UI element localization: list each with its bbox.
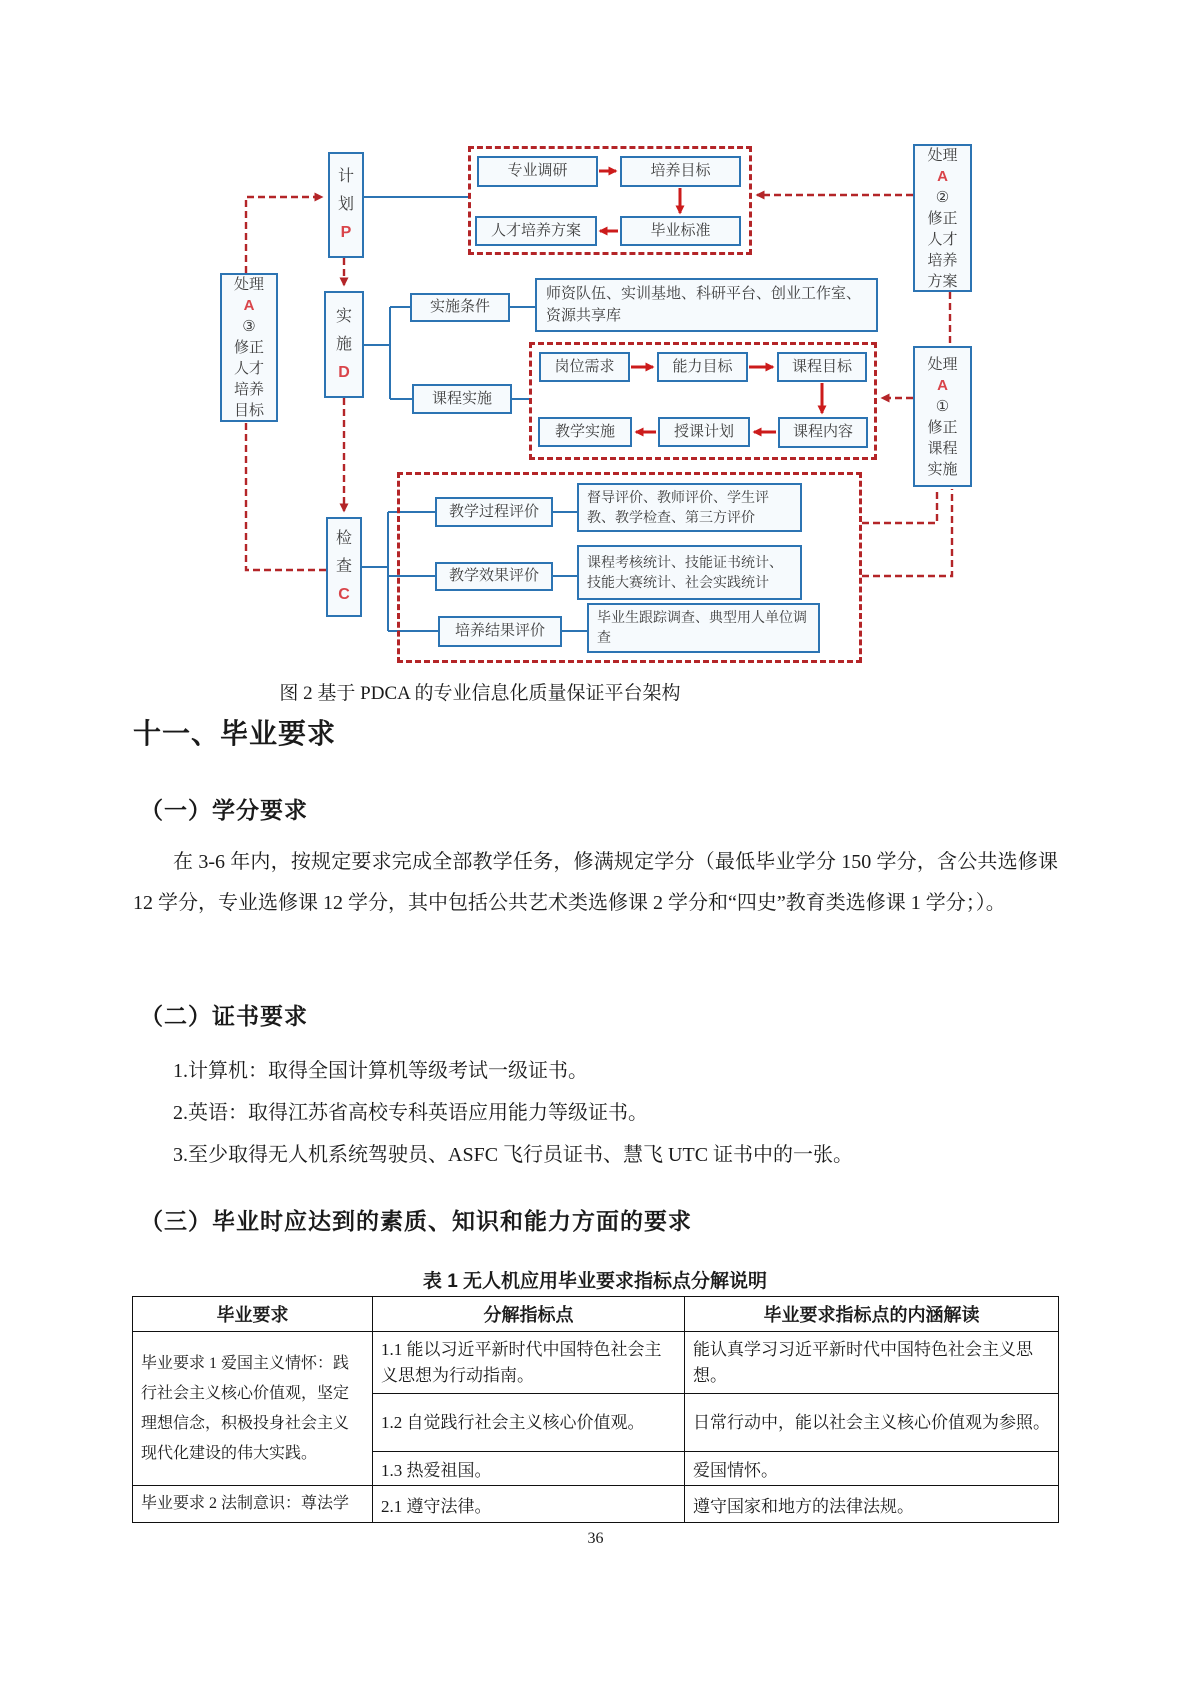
node-do [324, 291, 364, 398]
node-eval-effect: 教学效果评价 [435, 562, 553, 591]
certificate-item-3: 3.至少取得无人机系统驾驶员、ASFC 飞行员证书、慧飞 UTC 证书中的一张。 [173, 1144, 854, 1166]
col-header-requirement: 毕业要求 [133, 1297, 373, 1332]
credit-paragraph: 在 3-6 年内，按规定要求完成全部教学任务，修满规定学分（最低毕业学分 150 学分，含公共选修课 12 学分，专业选修课 12 学分，其中包括公共艺术类选修课 2 学分和“四史”教育类选修课 1 学分；）。 [133, 851, 1058, 914]
subsection-certificate: （二）证书要求 [140, 1003, 308, 1029]
subsection-credit: （一）学分要求 [140, 797, 308, 823]
cell-indicator-1-1: 1.1 能以习近平新时代中国特色社会主义思想为行动指南。 [373, 1332, 685, 1394]
node-impl-condition: 实施条件 [410, 293, 510, 322]
handle1-label: 处理 [927, 355, 958, 373]
table-row [133, 1486, 1059, 1523]
node-plan-letter: P [340, 224, 352, 241]
node-course-goal: 课程目标 [777, 352, 867, 382]
handle2-label: 处理 [927, 146, 958, 164]
section-title-graduation: 十一、毕业要求 [133, 718, 337, 749]
certificate-item-1: 1.计算机：取得全国计算机等级考试一级证书。 [173, 1060, 588, 1082]
cell-interpretation-1-1: 能认真学习习近平新时代中国特色社会主义思想。 [685, 1332, 1059, 1394]
figure-caption: 图 2 基于 PDCA 的专业信息化质量保证平台架构 [279, 683, 681, 704]
node-plan-label: 计划 [338, 168, 355, 213]
node-eval-process: 教学过程评价 [435, 497, 553, 527]
col-header-interpretation: 毕业要求指标点的内涵解读 [685, 1297, 1059, 1332]
node-teach-impl: 教学实施 [538, 417, 632, 447]
node-handle2 [913, 144, 972, 292]
node-scheme: 人才培养方案 [475, 216, 597, 246]
col-header-indicator: 分解指标点 [373, 1297, 685, 1332]
cell-indicator-2-1: 2.1 遵守法律。 [373, 1486, 685, 1523]
cell-interpretation-2-1: 遵守国家和地方的法律法规。 [685, 1486, 1059, 1523]
node-eval-result: 培养结果评价 [438, 616, 562, 647]
handle3-num: ③ [242, 318, 256, 335]
handle2-action: 修正人才培养方案 [927, 209, 958, 290]
node-ability-goal: 能力目标 [657, 352, 748, 382]
node-teach-plan: 授课计划 [658, 417, 750, 447]
cell-requirement-2: 毕业要求 2 法制意识：尊法学 [133, 1486, 373, 1523]
arrow-handle3-to-plan [246, 197, 322, 273]
certificate-item-2: 2.英语：取得江苏省高校专科英语应用能力等级证书。 [173, 1102, 648, 1124]
node-survey: 专业调研 [477, 156, 598, 187]
node-post-demand: 岗位需求 [539, 352, 630, 382]
node-eval-effect-detail: 课程考核统计、技能证书统计、技能大赛统计、社会实践统计 [577, 545, 802, 600]
handle3-action: 修正人才培养目标 [234, 339, 265, 419]
node-goal: 培养目标 [620, 156, 741, 187]
node-handle1 [913, 346, 972, 487]
cell-interpretation-1-3: 爱国情怀。 [685, 1452, 1059, 1486]
pdca-diagram [0, 0, 1191, 700]
node-check-letter: C [338, 586, 350, 603]
table-header-row [133, 1297, 1059, 1332]
node-do-letter: D [338, 363, 350, 381]
node-plan [328, 152, 364, 258]
handle2-num: ② [935, 188, 950, 206]
handle1-action: 修正课程实施 [927, 418, 958, 478]
node-do-label: 实施 [336, 307, 353, 353]
node-course-content: 课程内容 [778, 417, 868, 448]
subsection-quality: （三）毕业时应达到的素质、知识和能力方面的要求 [140, 1208, 692, 1234]
certificate-items [133, 1050, 1058, 1176]
node-impl-resources: 师资队伍、实训基地、科研平台、创业工作室、资源共享库 [535, 278, 878, 332]
cell-indicator-1-2: 1.2 自觉践行社会主义核心价值观。 [373, 1394, 685, 1452]
node-eval-process-detail: 督导评价、教师评价、学生评教、教学检查、第三方评价 [577, 483, 802, 532]
page-number: 36 [587, 1530, 604, 1547]
node-eval-result-detail: 毕业生跟踪调查、典型用人单位调查 [587, 603, 820, 653]
handle2-letter: A [937, 167, 948, 185]
table-title: 表 1 无人机应用毕业要求指标点分解说明 [422, 1271, 768, 1292]
cell-indicator-1-3: 1.3 热爱祖国。 [373, 1452, 685, 1486]
cell-requirement-1: 毕业要求 1 爱国主义情怀：践行社会主义核心价值观，坚定理想信念，积极投身社会主义现代化建设的伟大实践。 [133, 1332, 373, 1486]
handle1-num: ① [935, 397, 950, 415]
node-standard: 毕业标准 [620, 216, 741, 246]
cell-interpretation-1-2: 日常行动中，能以社会主义核心价值观为参照。 [685, 1394, 1059, 1452]
node-check-label: 检查 [336, 530, 353, 575]
requirements-table [132, 1296, 1059, 1523]
handle3-letter: A [243, 297, 255, 314]
handle1-letter: A [937, 376, 948, 394]
table-row [133, 1332, 1059, 1394]
handle3-label: 处理 [233, 276, 264, 293]
node-check [326, 517, 362, 617]
node-course-impl: 课程实施 [412, 384, 512, 414]
node-handle3 [220, 273, 278, 422]
